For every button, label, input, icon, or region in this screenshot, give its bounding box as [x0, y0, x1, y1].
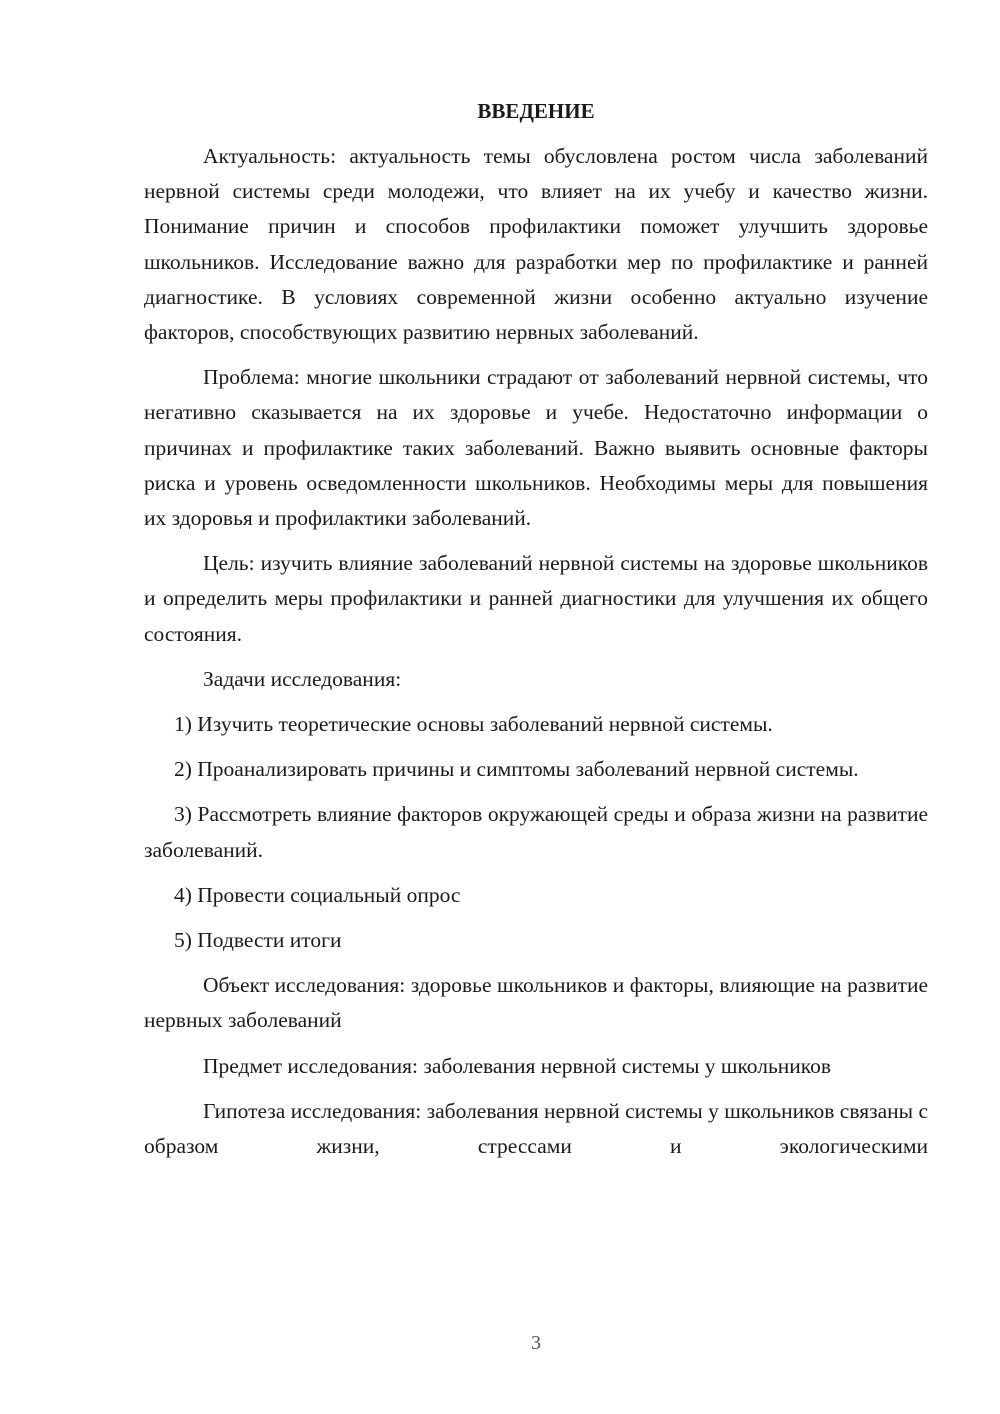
tasks-heading: Задачи исследования:	[203, 666, 402, 691]
page-number: 3	[531, 1332, 541, 1354]
problem-paragraph: Проблема: многие школьники страдают от заболеваний нервной системы, что негативно сказывается на их здоровье и учебе. Недостаточно информации о причинах и профилактике таких заболеваний. Важно выявить основные факторы риска и уровень осведомленности школьников. Необходимы меры для повышения их здоровья и профилактики заболеваний.	[144, 365, 928, 531]
relevance-paragraph: Актуальность: актуальность темы обусловлена ростом числа заболеваний нервной системы среди молодежи, что влияет на их учебу и качество жизни. Понимание причин и способов профилактики поможет улучшить здоровье школьников. Исследование важно для разработки мер по профилактике и ранней диагностике. В условиях современной жизни особенно актуально изучение факторов, способствующих развитию нервных заболеваний.	[144, 144, 928, 345]
task-item: 5) Подвести итоги	[174, 928, 342, 953]
hypothesis-paragraph: Гипотеза исследования: заболевания нервной системы у школьников связаны с образом жизни, стрессами и экологическими	[144, 1098, 928, 1159]
task-item: 1) Изучить теоретические основы заболеваний нервной системы.	[174, 712, 773, 737]
goal-paragraph: Цель: изучить влияние заболеваний нервной системы на здоровье школьников и определить меры профилактики и ранней диагностики для улучшения их общего состояния.	[144, 551, 928, 646]
task-item: 3) Рассмотреть влияние факторов окружающей среды и образа жизни на развитие заболеваний.	[144, 802, 928, 862]
document-page	[144, 94, 928, 1174]
page-title: ВВЕДЕНИЕ	[477, 99, 595, 123]
task-item: 4) Провести социальный опрос	[174, 882, 461, 907]
subject-paragraph: Предмет исследования: заболевания нервной системы у школьников	[203, 1053, 832, 1078]
task-item: 2) Проанализировать причины и симптомы заболеваний нервной системы.	[174, 757, 859, 782]
object-paragraph: Объект исследования: здоровье школьников и факторы, влияющие на развитие нервных заболеваний	[144, 973, 928, 1033]
